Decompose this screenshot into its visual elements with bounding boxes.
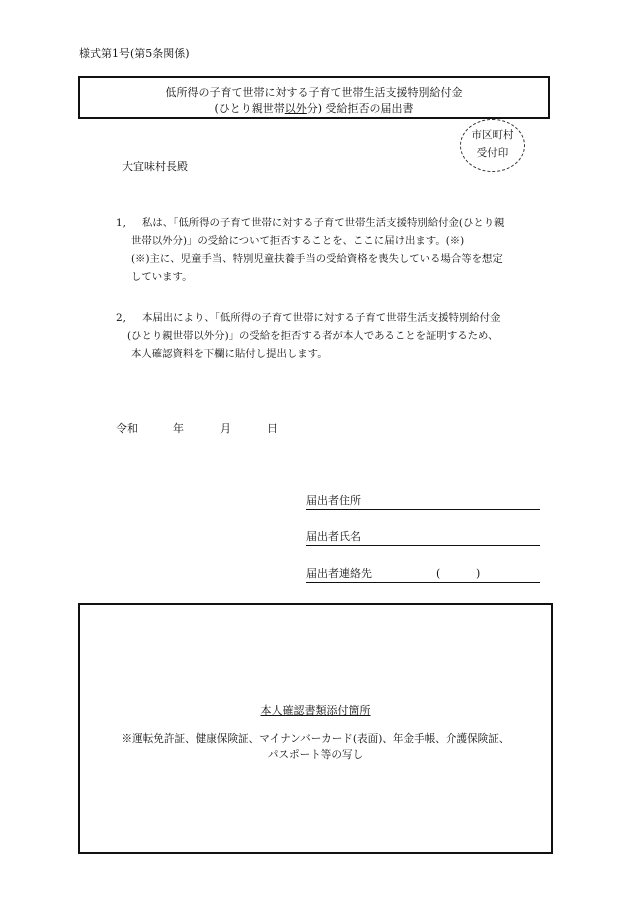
contact-label: 届出者連絡先 bbox=[306, 567, 372, 580]
reception-stamp-area bbox=[460, 119, 525, 172]
attachment-note-line-1: ※運転免許証、健康保険証、マイナンバーカード(表面)、年金手帳、介護保険証、 bbox=[121, 733, 510, 745]
contact-field[interactable] bbox=[306, 568, 540, 583]
paragraph-1 bbox=[116, 214, 566, 294]
paragraph-1-line-3: (※)主に、児童手当、特別児童扶養手当の受給資格を喪失している場合等を想定 bbox=[131, 253, 503, 265]
paragraph-2 bbox=[116, 309, 566, 369]
title-line-2 bbox=[80, 100, 548, 116]
title-box bbox=[78, 76, 550, 119]
date-month-label: 月 bbox=[220, 422, 231, 435]
name-label: 届出者氏名 bbox=[306, 530, 361, 543]
address-label: 届出者住所 bbox=[306, 494, 361, 507]
date-era: 令和 bbox=[116, 422, 138, 435]
title-underlined-text: 以外 bbox=[284, 102, 307, 115]
addressee: 大宜味村長殿 bbox=[122, 160, 188, 173]
form-number: 様式第1号(第5条関係) bbox=[79, 47, 190, 60]
stamp-label-line-2: 受付印 bbox=[476, 147, 509, 159]
attachment-title: 本人確認書類添付箇所 bbox=[260, 704, 371, 717]
paragraph-2-line-3: 本人確認資料を下欄に貼付し提出します。 bbox=[131, 348, 328, 360]
paragraph-2-line-1: 本届出により、「低所得の子育て世帯に対する子育て世帯生活支援特別給付金 bbox=[142, 312, 501, 324]
contact-paren-close: ) bbox=[476, 567, 481, 580]
title-line-1: 低所得の子育て世帯に対する子育て世帯生活支援特別給付金 bbox=[165, 86, 463, 99]
paragraph-2-line-2: (ひとり親世帯以外分)」の受給を拒否する者が本人であることを証明するため、 bbox=[127, 330, 499, 342]
paragraph-1-line-4: しています。 bbox=[131, 271, 193, 283]
title-line-2-prefix: (ひとり親世帯 bbox=[214, 102, 285, 115]
paragraph-1-line-1: 私は、「低所得の子育て世帯に対する子育て世帯生活支援特別給付金(ひとり親 bbox=[142, 217, 505, 229]
id-document-attachment-box bbox=[78, 603, 553, 854]
paragraph-1-number: 1, bbox=[116, 217, 126, 229]
date-year-label: 年 bbox=[173, 422, 184, 435]
paragraph-2-number: 2, bbox=[116, 312, 126, 324]
date-day-label: 日 bbox=[267, 422, 278, 435]
attachment-note-line-2: パスポート等の写し bbox=[267, 749, 364, 761]
stamp-label-line-1: 市区町村 bbox=[471, 129, 514, 141]
paragraph-1-line-2: 世帯以外分)」の受給について拒否することを、ここに届け出ます。(※) bbox=[131, 235, 465, 247]
title-line-2-suffix: 分) 受給拒否の届出書 bbox=[306, 102, 414, 115]
address-field[interactable] bbox=[306, 495, 540, 510]
name-field[interactable] bbox=[306, 531, 540, 546]
contact-paren-open: ( bbox=[436, 567, 441, 580]
